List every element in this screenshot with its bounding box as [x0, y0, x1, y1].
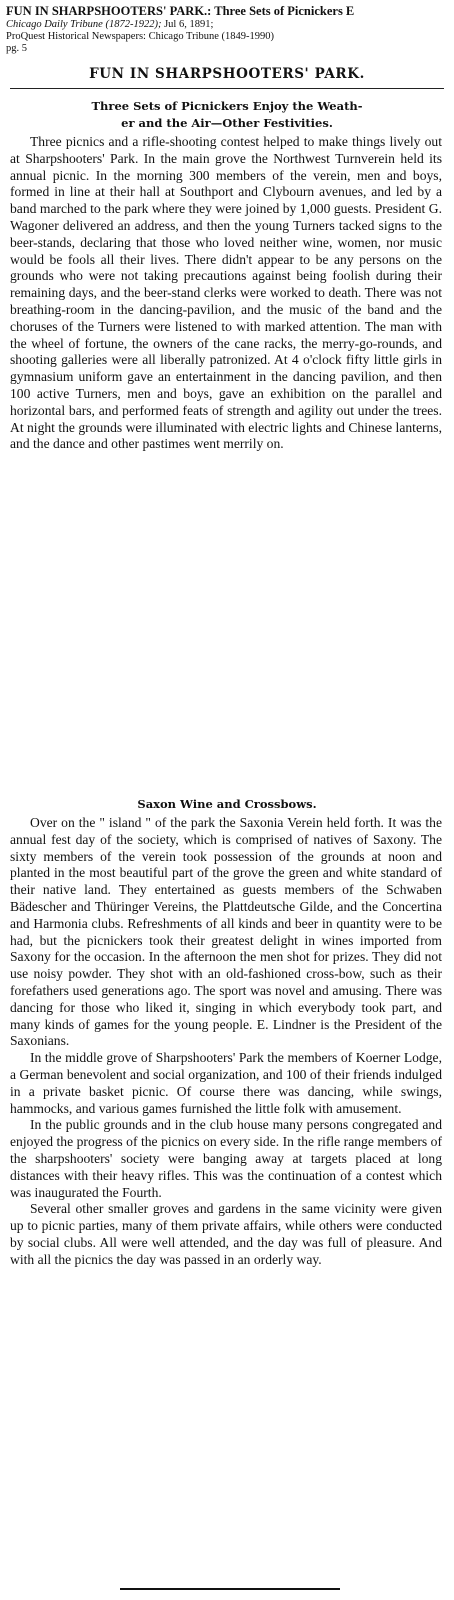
paragraph: Three picnics and a rifle-shooting contest helped to make things lively out at Sharpshooters' Park. In the main grove the Northwest Turnverein held its annual picnic. In the morning 300 members of the verein, men and boys, formed in line at their hall at Southport and Clybourn avenues, and led by a band marched to the park where they were joined by 1,000 guests. President G. Wagoner delivered an address, and then the young Turners tacked signs to the beer-stands, declaring that those who loved neither wine, women, nor music would be fools all their lives. There didn't appear to be any persons on the grounds who were not taking precautions against being foolish during their remaining days, and the beer-stand clerks were worked to death. There was not breathing-room in the dancing-pavilion, and the music of the band and the choruses of the Turners were listened to with marked attention. The man with the wheel of fortune, the owners of the cane racks, the merry-go-rounds, and shooting galleries were all liberally patronized. At 4 o'clock fifty little girls in gymnasium uniform gave an entertainment in the dancing pavilion, and then 100 active Turners, men and boys, gave an exhibition on the parallel and horizontal bars, and performed feats of strength and agility out under the trees. At night the grounds were illuminated with electric lights and Chinese lanterns, and the dance and other pastimes went merrily on. [10, 134, 442, 452]
article-body-section-2 [10, 815, 442, 1269]
deck-line-1: Three Sets of Picnickers Enjoy the Weath- [91, 99, 363, 113]
article-deck [12, 98, 442, 132]
article-body-section-1 [10, 134, 442, 453]
paragraph: In the middle grove of Sharpshooters' Park the members of Koerner Lodge, a German benevolent and social organization, and 100 of their friends indulged in a private basket picnic. Of course there was dancing, while swings, hammocks, and various games furnished the little folk with amusement. [10, 1050, 442, 1116]
paragraph: In the public grounds and in the club house many persons congregated and enjoyed the progress of the picnics on every side. In the rifle range members of the sharpshooters' society were banging away at targets placed at long distances with their heavy rifles. This was the continuation of a contest which was inaugurated the Fourth. [10, 1117, 442, 1200]
paragraph: Several other smaller groves and gardens in the same vicinity were given up to picnic parties, many of them private affairs, while others were conducted by social clubs. All were well attended, and the day was full of pleasure. And with all the picnics the day was passed in an orderly way. [10, 1201, 442, 1267]
publication-source: Chicago Daily Tribune (1872-1922); [6, 19, 162, 30]
article-end-rule [120, 1588, 340, 1590]
citation-header [6, 4, 448, 55]
document-title: FUN IN SHARPSHOOTERS' PARK.: Three Sets of Picnickers E [6, 4, 355, 18]
publication-date: Jul 6, 1891; [161, 19, 214, 30]
paragraph: Over on the " island " of the park the Saxonia Verein held forth. It was the annual fest day of the society, which is comprised of natives of Saxony. The sixty members of the verein took possession of the grounds at noon and planted in the most beautiful part of the grove the green and white standard of their native land. They entertained as guests members of the Schwaben Bädescher and Thüringer Vereins, the Plattdeutsche Gilde, and the Concertina and Harmonia clubs. Refreshments of all kinds and beer in quantity were to be had, but the picnickers took their greatest delight in wines imported from Saxony for the occasion. In the afternoon the men shot for prizes. They did not use noisy powder. They shot with an old-fashioned cross-bow, such as their forefathers used generations ago. The sport was novel and amusing. There was dancing for those who liked it, singing in which everybody took part, and many kinds of games for the young people. E. Lindner is the President of the Saxonians. [10, 815, 442, 1049]
article-headline: FUN IN SHARPSHOOTERS' PARK. [89, 66, 365, 82]
publication-line [6, 19, 448, 31]
page-number: pg. 5 [6, 43, 27, 54]
deck-line-2: er and the Air—Other Festivities. [121, 116, 333, 130]
database-line: ProQuest Historical Newspapers: Chicago Tribune (1849-1990) [6, 31, 275, 42]
headline-divider [10, 88, 444, 89]
section-subhead: Saxon Wine and Crossbows. [137, 797, 317, 811]
